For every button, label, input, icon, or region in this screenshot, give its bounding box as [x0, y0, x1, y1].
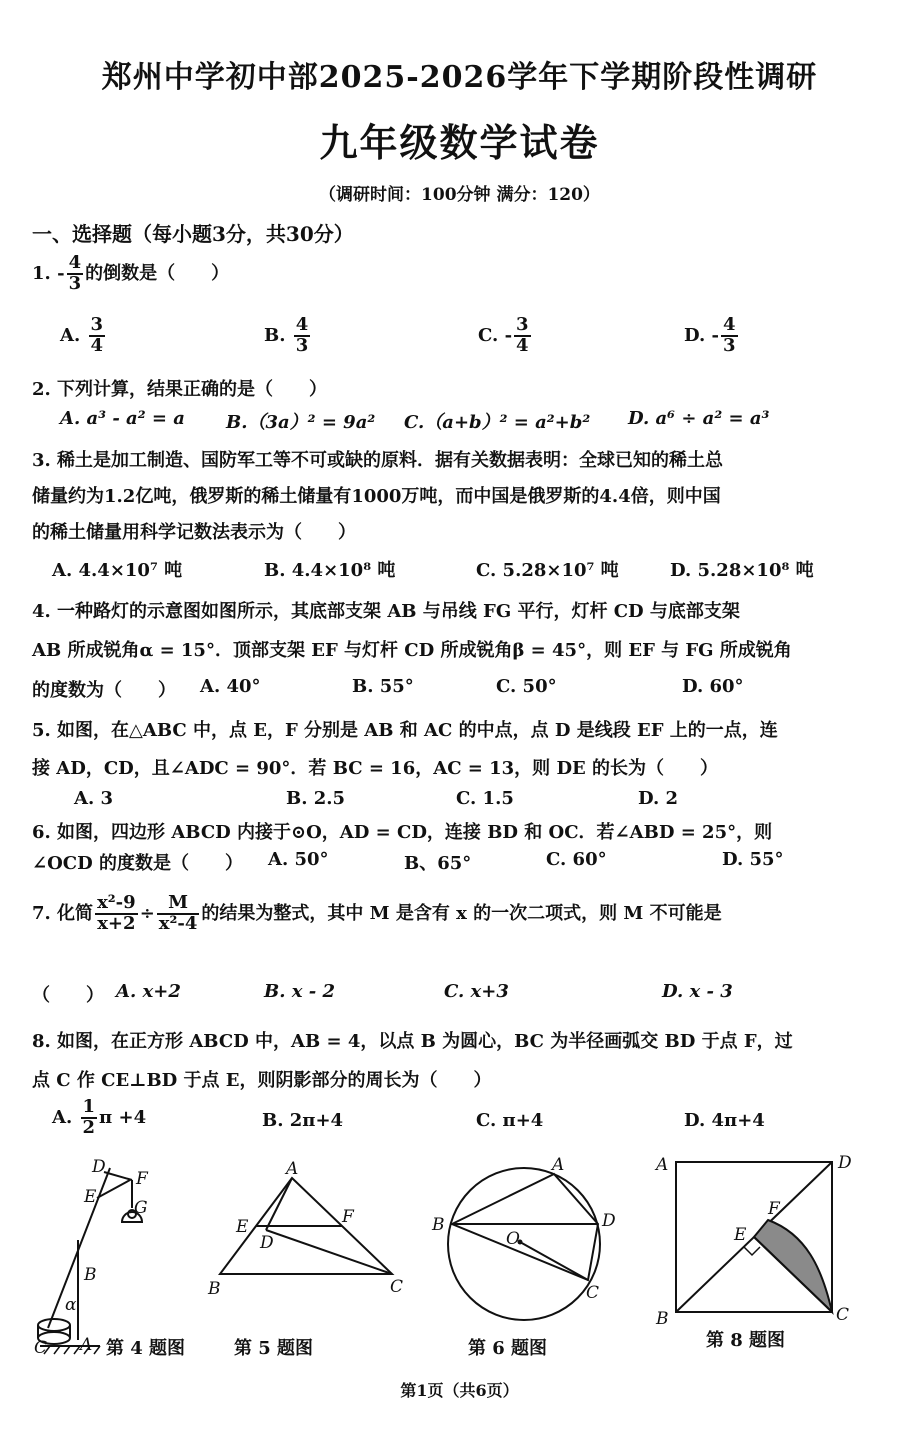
fig6-label: B: [432, 1215, 445, 1235]
exam-meta: （调研时间：100分钟 满分：120）: [319, 185, 600, 205]
fig4-label: E: [84, 1187, 97, 1207]
fig4-label: D: [92, 1157, 106, 1177]
fig5-label: D: [260, 1233, 274, 1253]
q1-frac-den: 3: [68, 272, 82, 294]
q1-option-b: B. $\frac{4}{3}$: [264, 314, 309, 356]
fig8-label: C: [836, 1305, 850, 1325]
q4-option-b: B. 55°: [352, 676, 414, 697]
fig4-label: B: [84, 1265, 97, 1285]
question-5-line2: 接 AD，CD，且∠ADC = 90°．若 BC = 16，AC = 13，则 DE 的长为（ ）: [32, 758, 719, 779]
q6-option-b: B、65°: [404, 853, 472, 874]
question-5-line1: 5. 如图，在△ABC 中，点 E，F 分别是 AB 和 AC 的中点，点 D 是线段 EF 上的一点，连: [32, 720, 778, 741]
fig5-label: E: [236, 1217, 249, 1237]
fig8-caption: 第 8 题图: [706, 1330, 786, 1351]
question-3-line1: 3. 稀土是加工制造、国防军工等不可或缺的原料．据有关数据表明：全球已知的稀土总: [32, 450, 724, 471]
fig6-caption: 第 6 题图: [468, 1338, 548, 1359]
fig8-right-angle-mark: [744, 1247, 760, 1255]
fig4-base: [38, 1319, 70, 1331]
q2-option-d: D. a⁶ ÷ a² = a³: [628, 408, 770, 429]
question-6-line2: ∠OCD 的度数是（ ）: [32, 853, 243, 874]
question-6-line1: 6. 如图，四边形 ABCD 内接于⊙O，AD = CD，连接 BD 和 OC．若∠ABD = 25°，则: [32, 822, 773, 843]
fig5-label: F: [342, 1207, 354, 1227]
q5-option-a: A. 3: [74, 788, 114, 809]
q4-option-c: C. 50°: [496, 676, 557, 697]
fig5-caption: 第 5 题图: [234, 1338, 314, 1359]
q2-option-a: A. a³ - a² = a: [60, 408, 185, 429]
fig5-label: A: [286, 1159, 299, 1179]
q7-paren: （ ）: [32, 985, 104, 1006]
q7-option-b: B. x - 2: [264, 981, 336, 1002]
q6-option-c: C. 60°: [546, 849, 607, 870]
q4-option-a: A. 40°: [200, 676, 261, 697]
q1-text: 的倒数是（ ）: [85, 262, 230, 284]
exam-subtitle: 九年级数学试卷: [319, 120, 600, 165]
q6-option-d: D. 55°: [722, 849, 784, 870]
q1-option-a: A. $\frac{3}{4}$: [60, 314, 104, 356]
question-2: 2. 下列计算，结果正确的是（ ）: [32, 379, 328, 400]
fig5-label: C: [390, 1277, 404, 1297]
q1-minus: -: [57, 262, 65, 284]
fig8-label: A: [656, 1155, 669, 1175]
q3-option-b: B. 4.4×10⁸ 吨: [264, 560, 396, 581]
question-3-line2: 储量约为1.2亿吨，俄罗斯的稀土储量有1000万吨，而中国是俄罗斯的4.4倍，则中国: [32, 486, 721, 507]
q1-frac-num: 4: [68, 252, 82, 273]
q3-option-d: D. 5.28×10⁸ 吨: [670, 560, 814, 581]
q7-option-c: C. x+3: [444, 981, 509, 1002]
question-8-line2: 点 C 作 CE⊥BD 于点 E，则阴影部分的周长为（ ）: [32, 1070, 492, 1091]
exam-header-title: 郑州中学初中部2025-2026学年下学期阶段性调研: [101, 60, 818, 95]
q8-option-b: B. 2π+4: [262, 1110, 344, 1131]
q8-option-a: A. $\frac{1}{2}$ π +4: [52, 1096, 147, 1138]
question-4-line1: 4. 一种路灯的示意图如图所示，其底部支架 AB 与吊线 FG 平行，灯杆 CD 与底部支架: [32, 601, 740, 622]
q4-option-d: D. 60°: [682, 676, 744, 697]
q7-suffix: 的结果为整式，其中 M 是含有 x 的一次二项式，则 M 不可能是: [201, 902, 722, 924]
page-number: 第1页（共6页）: [400, 1381, 519, 1400]
q7-option-d: D. x - 3: [662, 981, 733, 1002]
fig4-top-arm: [104, 1172, 132, 1180]
q7-frac1-den: x+2: [97, 912, 136, 934]
q7-frac1-num: x²-9: [97, 892, 136, 913]
fig8-label: F: [768, 1199, 780, 1219]
q2-option-b: B.（3a）² = 9a²: [226, 412, 376, 433]
figures-row: [0, 1150, 919, 1370]
fig4-label: α: [65, 1295, 77, 1315]
fig5-label: B: [208, 1279, 221, 1299]
fig6-oc: [520, 1242, 588, 1280]
q1-number: 1.: [32, 262, 51, 284]
fig6-label: O: [506, 1229, 520, 1249]
question-7: 7. 化简 $\frac{\text{x²-9}}{x+2}$ ÷ $\frac{M}{\text{x²-4}}$ 的结果为整式，其中 M 是含有 x 的一次二项式，则 M 不可能是: [32, 892, 722, 934]
q7-option-a: A. x+2: [116, 981, 181, 1002]
fig4-label: A: [80, 1335, 93, 1355]
question-4-line3: 的度数为（ ）: [32, 680, 176, 701]
question-8-line1: 8. 如图，在正方形 ABCD 中，AB = 4，以点 B 为圆心，BC 为半径画弧交 BD 于点 F，过: [32, 1031, 793, 1052]
q5-option-b: B. 2.5: [286, 788, 346, 809]
q8-option-d: D. 4π+4: [684, 1110, 765, 1131]
figure-6: [448, 1168, 600, 1320]
q5-option-d: D. 2: [638, 788, 679, 809]
fig4-label: C: [34, 1338, 48, 1358]
fig6-label: A: [552, 1155, 565, 1175]
fig8-label: B: [656, 1309, 669, 1329]
q6-option-a: A. 50°: [268, 849, 329, 870]
fig5-dc: [266, 1230, 392, 1274]
fig4-label: F: [136, 1169, 148, 1189]
q8-option-c: C. π+4: [476, 1110, 544, 1131]
fig6-label: D: [602, 1211, 616, 1231]
section-title: 一、选择题（每小题3分，共30分）: [32, 222, 354, 246]
fig8-label: D: [838, 1153, 852, 1173]
q7-frac2-num: M: [157, 894, 200, 915]
fig4-label: G: [134, 1198, 148, 1218]
q1-option-d: D. - $\frac{4}{3}$: [684, 314, 736, 356]
q5-option-c: C. 1.5: [456, 788, 514, 809]
fig6-label: C: [586, 1283, 600, 1303]
q2-option-c: C.（a+b）² = a²+b²: [404, 412, 591, 433]
q1-option-c: C. - $\frac{3}{4}$: [478, 314, 529, 356]
fig5-ad: [266, 1178, 292, 1230]
q7-frac2-den: x²-4: [158, 912, 198, 934]
fig8-shaded-region: [754, 1220, 832, 1312]
q3-option-a: A. 4.4×10⁷ 吨: [52, 560, 183, 581]
fig8-label: E: [734, 1225, 747, 1245]
question-3-line3: 的稀土储量用科学记数法表示为（ ）: [32, 522, 356, 543]
question-4-line2: AB 所成锐角α = 15°．顶部支架 EF 与灯杆 CD 所成锐角β = 45°，则 EF 与 FG 所成锐角: [32, 640, 792, 661]
figure-8: [676, 1162, 832, 1312]
q3-option-c: C. 5.28×10⁷ 吨: [476, 560, 619, 581]
fig4-caption: 第 4 题图: [106, 1338, 186, 1359]
question-1: [32, 254, 229, 294]
